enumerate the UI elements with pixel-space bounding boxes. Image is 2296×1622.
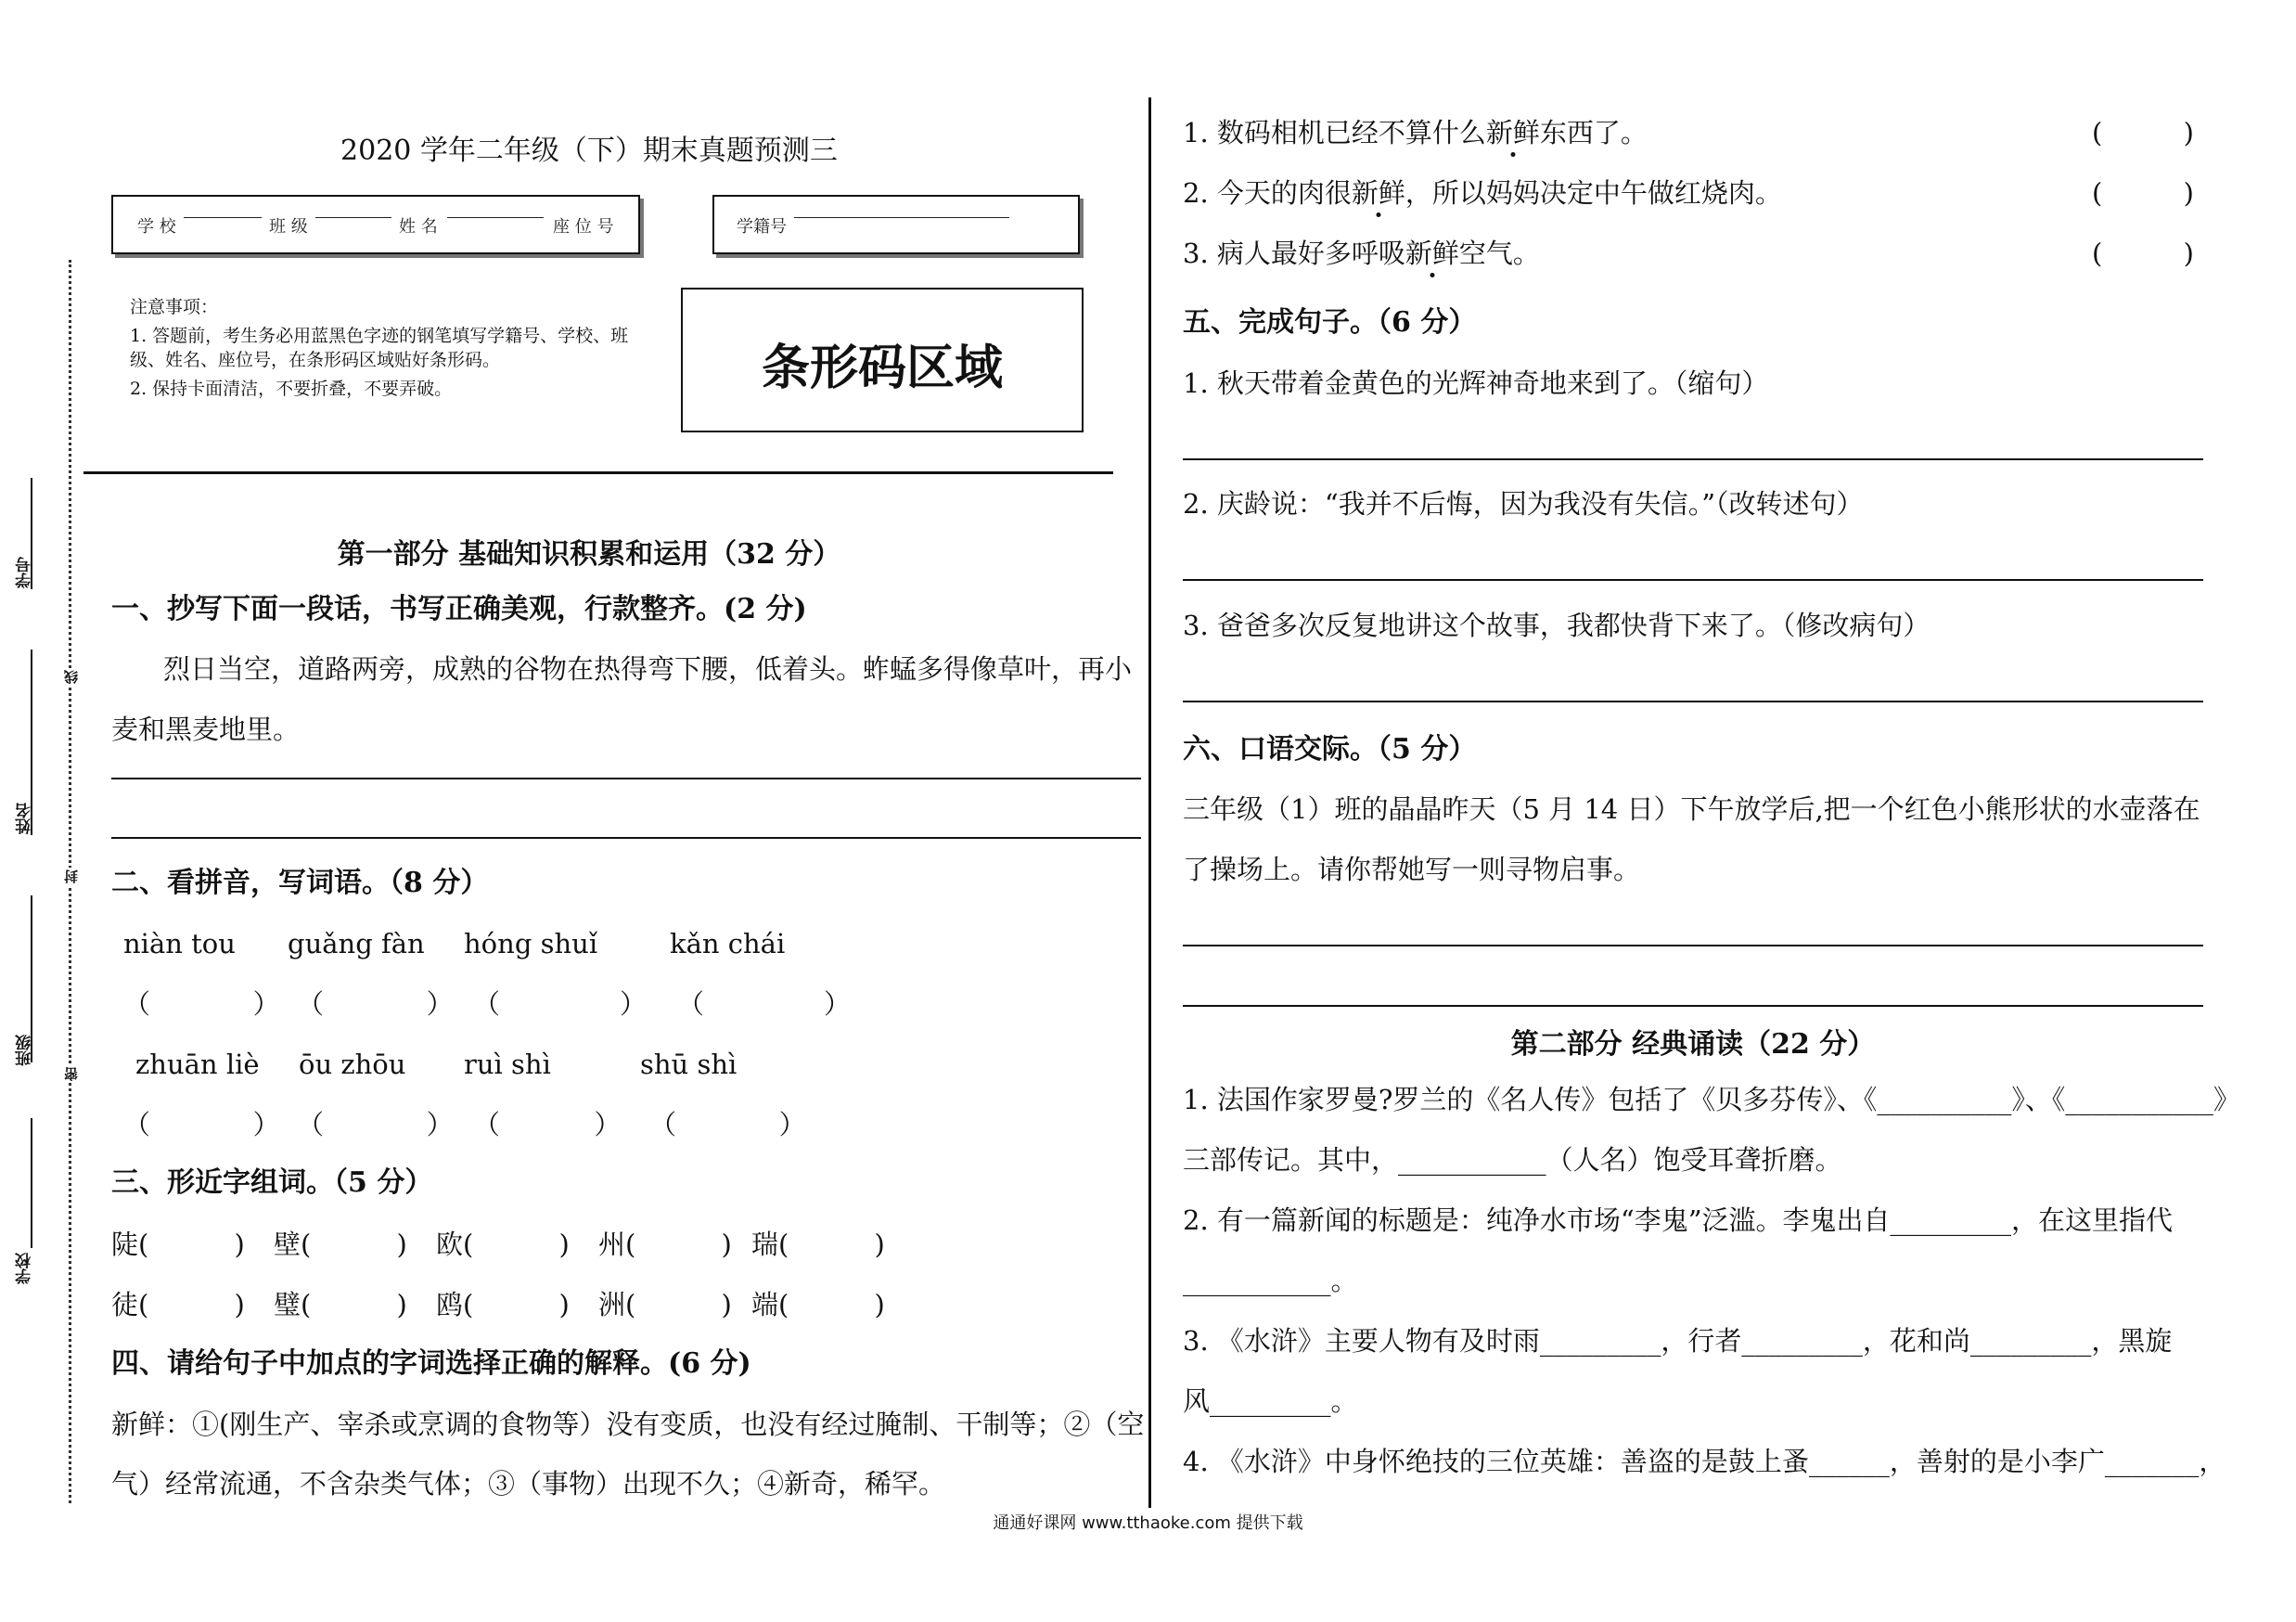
q4-item	[1183, 115, 1648, 150]
q5-title: 五、完成句子。（6 分）	[1183, 306, 1477, 339]
answer-line[interactable]	[1183, 701, 2203, 702]
part2-line: 三部传记。其中，___________（人名）饱受耳聋折磨。	[1183, 1144, 1842, 1176]
binding-label-name: 姓名	[16, 803, 34, 834]
answer-line[interactable]	[1183, 579, 2203, 581]
answer-line[interactable]	[1183, 458, 2203, 460]
info-name-label: 姓 名	[399, 217, 438, 237]
info-class-blank[interactable]	[315, 217, 391, 218]
q5-item: 2. 庆龄说：“我并不后悔，因为我没有失信。”（改转述句）	[1183, 488, 1864, 520]
info-school-blank[interactable]	[184, 217, 262, 218]
similar-char: 璧	[274, 1289, 301, 1320]
notes-item: 1. 答题前，考生务必用蓝黑色字迹的钢笔填写学籍号、学校、班级、姓名、座位号，在条形码区域贴好条形码。	[130, 326, 629, 370]
similar-char: 陡	[111, 1229, 139, 1260]
part2-line: 风_________。	[1183, 1385, 1358, 1417]
dotted-word: 新鲜	[1485, 117, 1540, 148]
similar-char: 鸥	[436, 1289, 464, 1320]
similar-char: 欧	[436, 1229, 464, 1260]
q4-title: 四、请给句子中加点的字词选择正确的解释。(6 分)	[111, 1347, 751, 1380]
q1-passage-line: 麦和黑麦地里。	[111, 714, 301, 745]
answer-line[interactable]	[1183, 1005, 2203, 1007]
q4-item	[1183, 236, 1540, 271]
binding-mark-secret: 密	[63, 1067, 80, 1081]
student-info-box	[111, 195, 640, 254]
binding-label-student-id: 学号	[16, 557, 34, 588]
q4-item-text: 3. 病人最好多呼吸	[1183, 238, 1405, 269]
barcode-area	[681, 288, 1084, 432]
q1-passage-line: 烈日当空，道路两旁，成熟的谷物在热得弯下腰，低着头。蚱蜢多得像草叶，再小	[163, 653, 1133, 685]
part2-line: 2. 有一篇新闻的标题是：纯净水市场“李鬼”泛滥。李鬼出自_________，在这里指代	[1183, 1204, 2174, 1236]
q4-definition-line: 新鲜：①(刚生产、宰杀或烹调的食物等）没有变质，也没有经过腌制、干制等；②（空	[111, 1409, 1145, 1440]
info-seat-label: 座 位 号	[553, 217, 614, 237]
q4-definition-line: 气）经常流通，不含杂类气体；③（事物）出现不久；④新奇，稀罕。	[111, 1468, 946, 1500]
answer-bracket[interactable]: （ ）	[297, 1109, 454, 1140]
q4-item-text: 空气。	[1458, 238, 1540, 269]
q4-item-text: 2. 今天的肉很	[1183, 177, 1352, 209]
q4-item-text: ，所以妈妈决定中午做红烧肉。	[1405, 177, 1782, 209]
student-id-blank[interactable]	[794, 217, 1009, 218]
q4-item-text: 1. 数码相机已经不算什么	[1183, 117, 1486, 148]
exam-title: 2020 学年二年级（下）期末真题预测三	[340, 135, 838, 167]
q5-item: 1. 秋天带着金黄色的光辉神奇地来到了。（缩句）	[1183, 367, 1769, 399]
pinyin-item: ruì shì	[464, 1049, 551, 1080]
pinyin-item: niàn tou	[123, 928, 236, 959]
similar-char: 徒	[111, 1289, 139, 1320]
q6-prompt-line: 了操场上。请你帮她写一则寻物启事。	[1183, 854, 1641, 885]
student-id-box	[712, 195, 1080, 254]
answer-bracket[interactable]: （ ）	[123, 1109, 280, 1140]
pinyin-item: guǎng fàn	[288, 928, 425, 959]
part2-line: 4. 《水浒》中身怀绝技的三位英雄：善盗的是鼓上蚤______，善射的是小李广_______，	[1183, 1446, 2226, 1477]
pinyin-item: shū shì	[640, 1049, 738, 1080]
q1-title: 一、抄写下面一段话，书写正确美观，行款整齐。(2 分)	[111, 593, 807, 625]
q6-title: 六、口语交际。（5 分）	[1183, 733, 1477, 766]
similar-char: 壁	[274, 1229, 301, 1260]
pinyin-item: zhuān liè	[135, 1049, 260, 1080]
answer-bracket[interactable]: （ ）	[297, 988, 454, 1020]
binding-margin	[0, 0, 83, 1622]
info-name-blank[interactable]	[447, 217, 544, 218]
pinyin-item: ōu zhōu	[299, 1049, 406, 1080]
dotted-word: 新鲜	[1405, 238, 1459, 269]
student-id-label: 学籍号	[737, 217, 787, 237]
part2-title: 第二部分 经典诵读（22 分）	[1510, 1028, 1876, 1061]
answer-bracket[interactable]: （ ）	[649, 1109, 806, 1140]
exam-notes	[130, 295, 649, 406]
barcode-label: 条形码区域	[761, 341, 1003, 396]
answer-bracket[interactable]: （ ）	[677, 988, 852, 1020]
q3-title: 三、形近字组词。（5 分）	[111, 1166, 433, 1199]
answer-bracket[interactable]: （ ）	[123, 988, 280, 1020]
header-divider	[83, 471, 1113, 474]
binding-underline	[31, 1118, 32, 1248]
q1-writing-line[interactable]	[111, 778, 1141, 779]
part2-line: 1. 法国作家罗曼?罗兰的《名人传》包括了《贝多芬传》、《__________》、《___________》	[1183, 1084, 2240, 1115]
q4-item	[1183, 175, 1782, 211]
page-footer: 通通好课网 www.tthaoke.com 提供下载	[993, 1513, 1303, 1533]
notes-title: 注意事项：	[130, 297, 219, 317]
part2-line: ___________。	[1183, 1265, 1358, 1296]
binding-mark-seal: 封	[63, 869, 80, 883]
binding-mark-line: 线	[63, 670, 80, 684]
part2-line: 3. 《水浒》主要人物有及时雨_________，行者_________，花和尚_________，黑旋	[1183, 1325, 2173, 1357]
similar-char: 瑞	[751, 1229, 779, 1260]
similar-char: 洲	[598, 1289, 626, 1320]
similar-char: 州	[598, 1229, 626, 1260]
column-divider	[1148, 97, 1151, 1508]
binding-label-school: 学校	[16, 1253, 34, 1284]
info-class-label: 班 级	[269, 217, 308, 237]
part1-title: 第一部分 基础知识积累和运用（32 分）	[337, 538, 841, 571]
pinyin-item: kǎn chái	[670, 928, 786, 959]
q6-prompt-line: 三年级（1）班的晶晶昨天（5 月 14 日）下午放学后,把一个红色小熊形状的水壶落在	[1183, 793, 2200, 825]
answer-line[interactable]	[1183, 945, 2203, 946]
answer-bracket[interactable]: （ ）	[473, 988, 648, 1020]
q4-item-text: 东西了。	[1539, 117, 1648, 148]
similar-char: 端	[751, 1289, 779, 1320]
q2-title: 二、看拼音，写词语。（8 分）	[111, 867, 489, 899]
info-school-label: 学 校	[137, 217, 176, 237]
q5-item: 3. 爸爸多次反复地讲这个故事，我都快背下来了。（修改病句）	[1183, 610, 1930, 641]
q1-writing-line[interactable]	[111, 837, 1141, 839]
dotted-word: 新鲜	[1351, 177, 1405, 209]
answer-bracket[interactable]: （ ）	[473, 1109, 622, 1140]
binding-label-class: 班级	[16, 1035, 34, 1066]
pinyin-item: hóng shuǐ	[464, 928, 598, 959]
notes-item: 2. 保持卡面清洁，不要折叠，不要弄破。	[130, 379, 453, 399]
